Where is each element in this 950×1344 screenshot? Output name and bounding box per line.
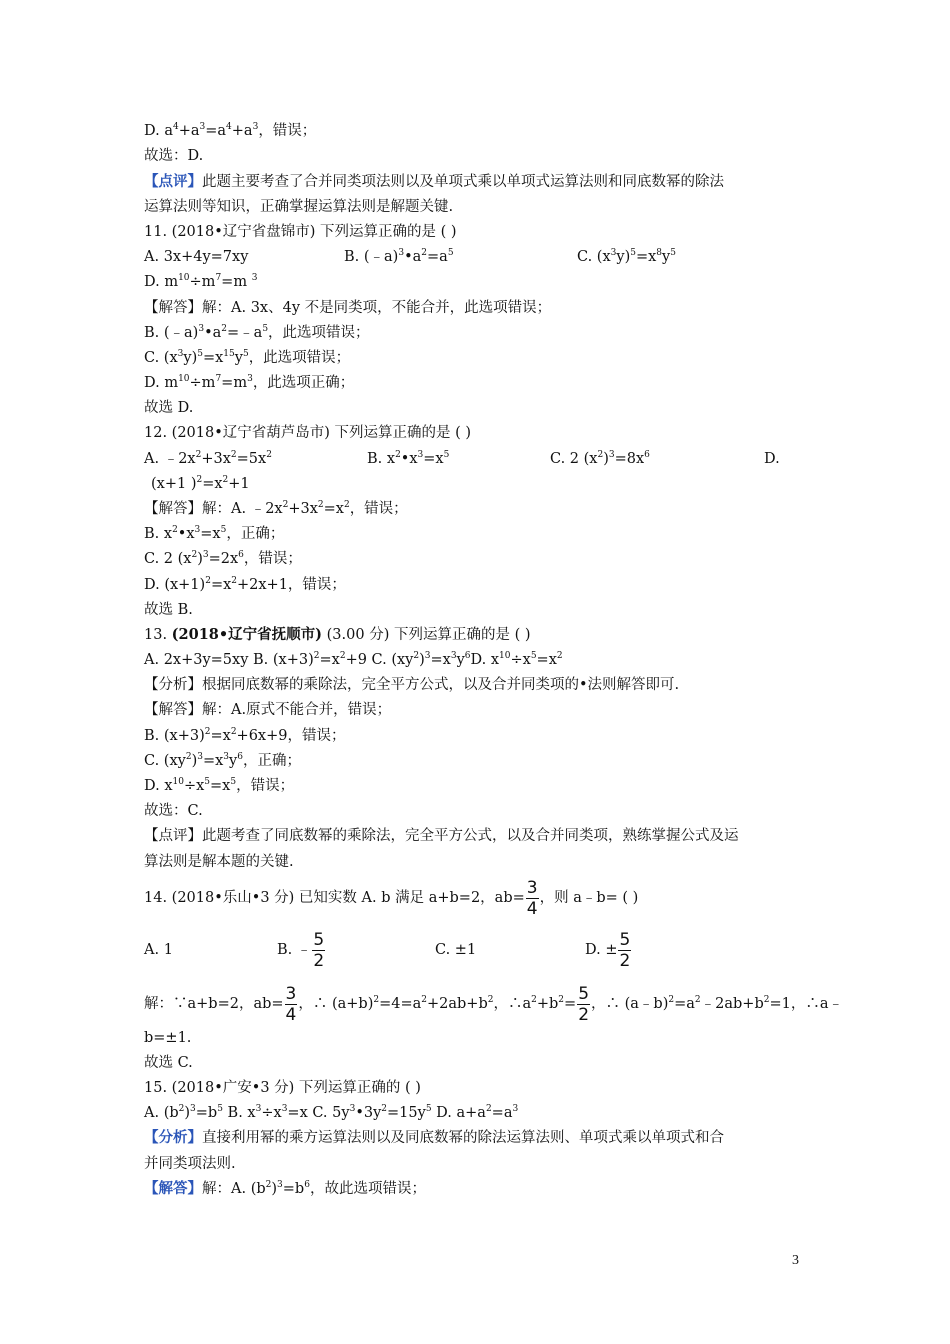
q12-option-a: A. $﹣2x^2+3x^2=5x^2$ [144,450,272,467]
q15-options: A. $(b^2)^3=b^5$ B. $x^3\div x^3=x$ C. $5y^3•3y^2=15y^5$ D. $a+a^2=a^3$ [144,1104,519,1121]
q15-analysis: 【分析】直接利用幂的乘方运算法则以及同底数幂的除法运算法则、单项式乘以单项式和合 [144,1129,724,1146]
q11-choose: 故选 D. [144,400,194,416]
q14-option-c: C. ±1 [435,942,477,958]
q13-comment-cont: 算法则是解本题的关键. [144,854,294,870]
q13-choose: 故选：C. [144,803,203,819]
q12-option-d: (x+1 )$^2=x^2+1$ [151,475,250,492]
q14-solution-cont: b=±1. [144,1030,192,1046]
q12-choose: 故选 B. [144,602,193,618]
q13-comment: 【点评】此题考查了同底数幂的乘除法，完全平方公式，以及合并同类项，熟练掌握公式及运 [144,828,739,844]
q12-option-c: C. 2 $(x^2)^3=8x^6$ [550,450,650,467]
q10-choose: 故选：D. [144,148,204,164]
q15-stem: 15. (2018•广安•3 分) 下列运算正确的 ( ) [144,1080,421,1096]
q13-answer: 【解答】解：A.原式不能合并，错误； [144,702,392,718]
q13-stem: 13. (2018•辽宁省抚顺市) (3.00 分) 下列运算正确的是 ( ) [144,626,531,643]
q12-answer: 【解答】解：A. $﹣2x^2+3x^2=x^2$，错误； [144,500,408,517]
fraction-5-2: $\frac{5}{2}$ [578,983,590,1025]
q10-option-d-line: D. $a^4+a^3=a^4+a^3$，错误； [144,122,317,139]
q10-comment-cont: 运算法则等知识，正确掌握运算法则是解题关键. [144,199,454,215]
fraction-3-4: $\frac{3}{4}$ [526,877,538,919]
q14-option-d: D. ± $\frac{5}{2}$ [585,929,631,971]
q11-option-b: B. $(﹣a)^3•a^2=a^5$ [344,248,454,265]
q13-answer-b: B. $(x+3)^2=x^2+6x+9$，错误； [144,727,346,744]
comment-tag: 【点评】 [144,173,202,190]
fraction-5-2: $\frac{5}{2}$ [313,929,325,971]
q11-answer: 【解答】解：A. 3x、4y 不是同类项，不能合并，此选项错误； [144,300,552,316]
q14-option-b: B. ﹣ $\frac{5}{2}$ [277,929,325,971]
q13-source: (2018•辽宁省抚顺市) [171,626,323,643]
q11-answer-c: C. $(x^3y)^5=x^{15}y^5$，此选项错误； [144,349,351,366]
q11-stem: 11. (2018•辽宁省盘锦市) 下列运算正确的是 ( ) [144,224,457,240]
q13-answer-d: D. $x^{10}\div x^5=x^5$，错误； [144,777,295,794]
q10-comment: 【点评】此题主要考查了合并同类项法则以及单项式乘以单项式运算法则和同底数幂的除法 [144,173,724,190]
analysis-tag: 【分析】 [144,1129,202,1146]
q11-answer-d: D. $m^{10}\div m^7=m^3$，此选项正确； [144,374,355,391]
q15-answer: 【解答】解：A. $(b^2)^3=b^6$，故此选项错误； [144,1180,426,1197]
q14-solution: 解：∵a+b=2，ab= $\frac{3}{4}$ ，∴ $(a+b)^2=4=a^2+2ab+b^2$，$\therefore a^2+b^2=$ $\frac{5}{2}$ ，∴ $(a﹣b)^2=a^2﹣2ab+b^2=1$，∴a﹣ [144,983,843,1025]
q15-analysis-cont: 并同类项法则. [144,1156,236,1172]
q11-option-a: A. 3x+4y=7xy [144,249,249,265]
q12-answer-b: B. $x^2•x^3=x^5$，正确； [144,525,285,542]
q13-options: A. 2x+3y=5xy B. $(x+3)^2=x^2+9$ C. $(xy^2)^3=x^3y^6D$. $x^{10}\div x^5=x^2$ [144,651,563,668]
page-number: 3 [792,1253,799,1268]
q12-option-d-label: D. [764,451,780,467]
q12-answer-d: D. $(x+1)^2=x^2+2x+1$，错误； [144,576,346,593]
q11-option-c: C. $(x^3y)^5=x^8y^5$ [577,248,676,265]
answer-tag: 【解答】 [144,1180,202,1197]
fraction-5-2: $\frac{5}{2}$ [619,929,631,971]
q12-answer-c: C. 2 $(x^2)^3=2x^6$，错误； [144,550,302,567]
fraction-3-4: $\frac{3}{4}$ [285,983,297,1025]
q14-choose: 故选 C. [144,1055,193,1071]
q13-answer-c: C. $(xy^2)^3=x^3y^6$，正确； [144,752,301,769]
q12-option-b: B. $x^2•x^3=x^5$ [367,450,450,467]
q14-stem: 14. (2018•乐山•3 分) 已知实数 A. b 满足 a+b=2，ab= $\frac{3}{4}$ ，则 a﹣b= ( ) [144,877,639,919]
q11-answer-b: B. $(﹣a)^3•a^2=﹣a^5$，此选项错误； [144,324,370,341]
q11-option-d: D. $m^{10}\div m^7=m$ $^3$ [144,273,258,290]
q14-option-a: A. 1 [144,942,173,958]
q13-analysis: 【分析】根据同底数幂的乘除法，完全平方公式，以及合并同类项的•法则解答即可. [144,677,680,693]
q12-stem: 12. (2018•辽宁省葫芦岛市) 下列运算正确的是 ( ) [144,425,472,441]
